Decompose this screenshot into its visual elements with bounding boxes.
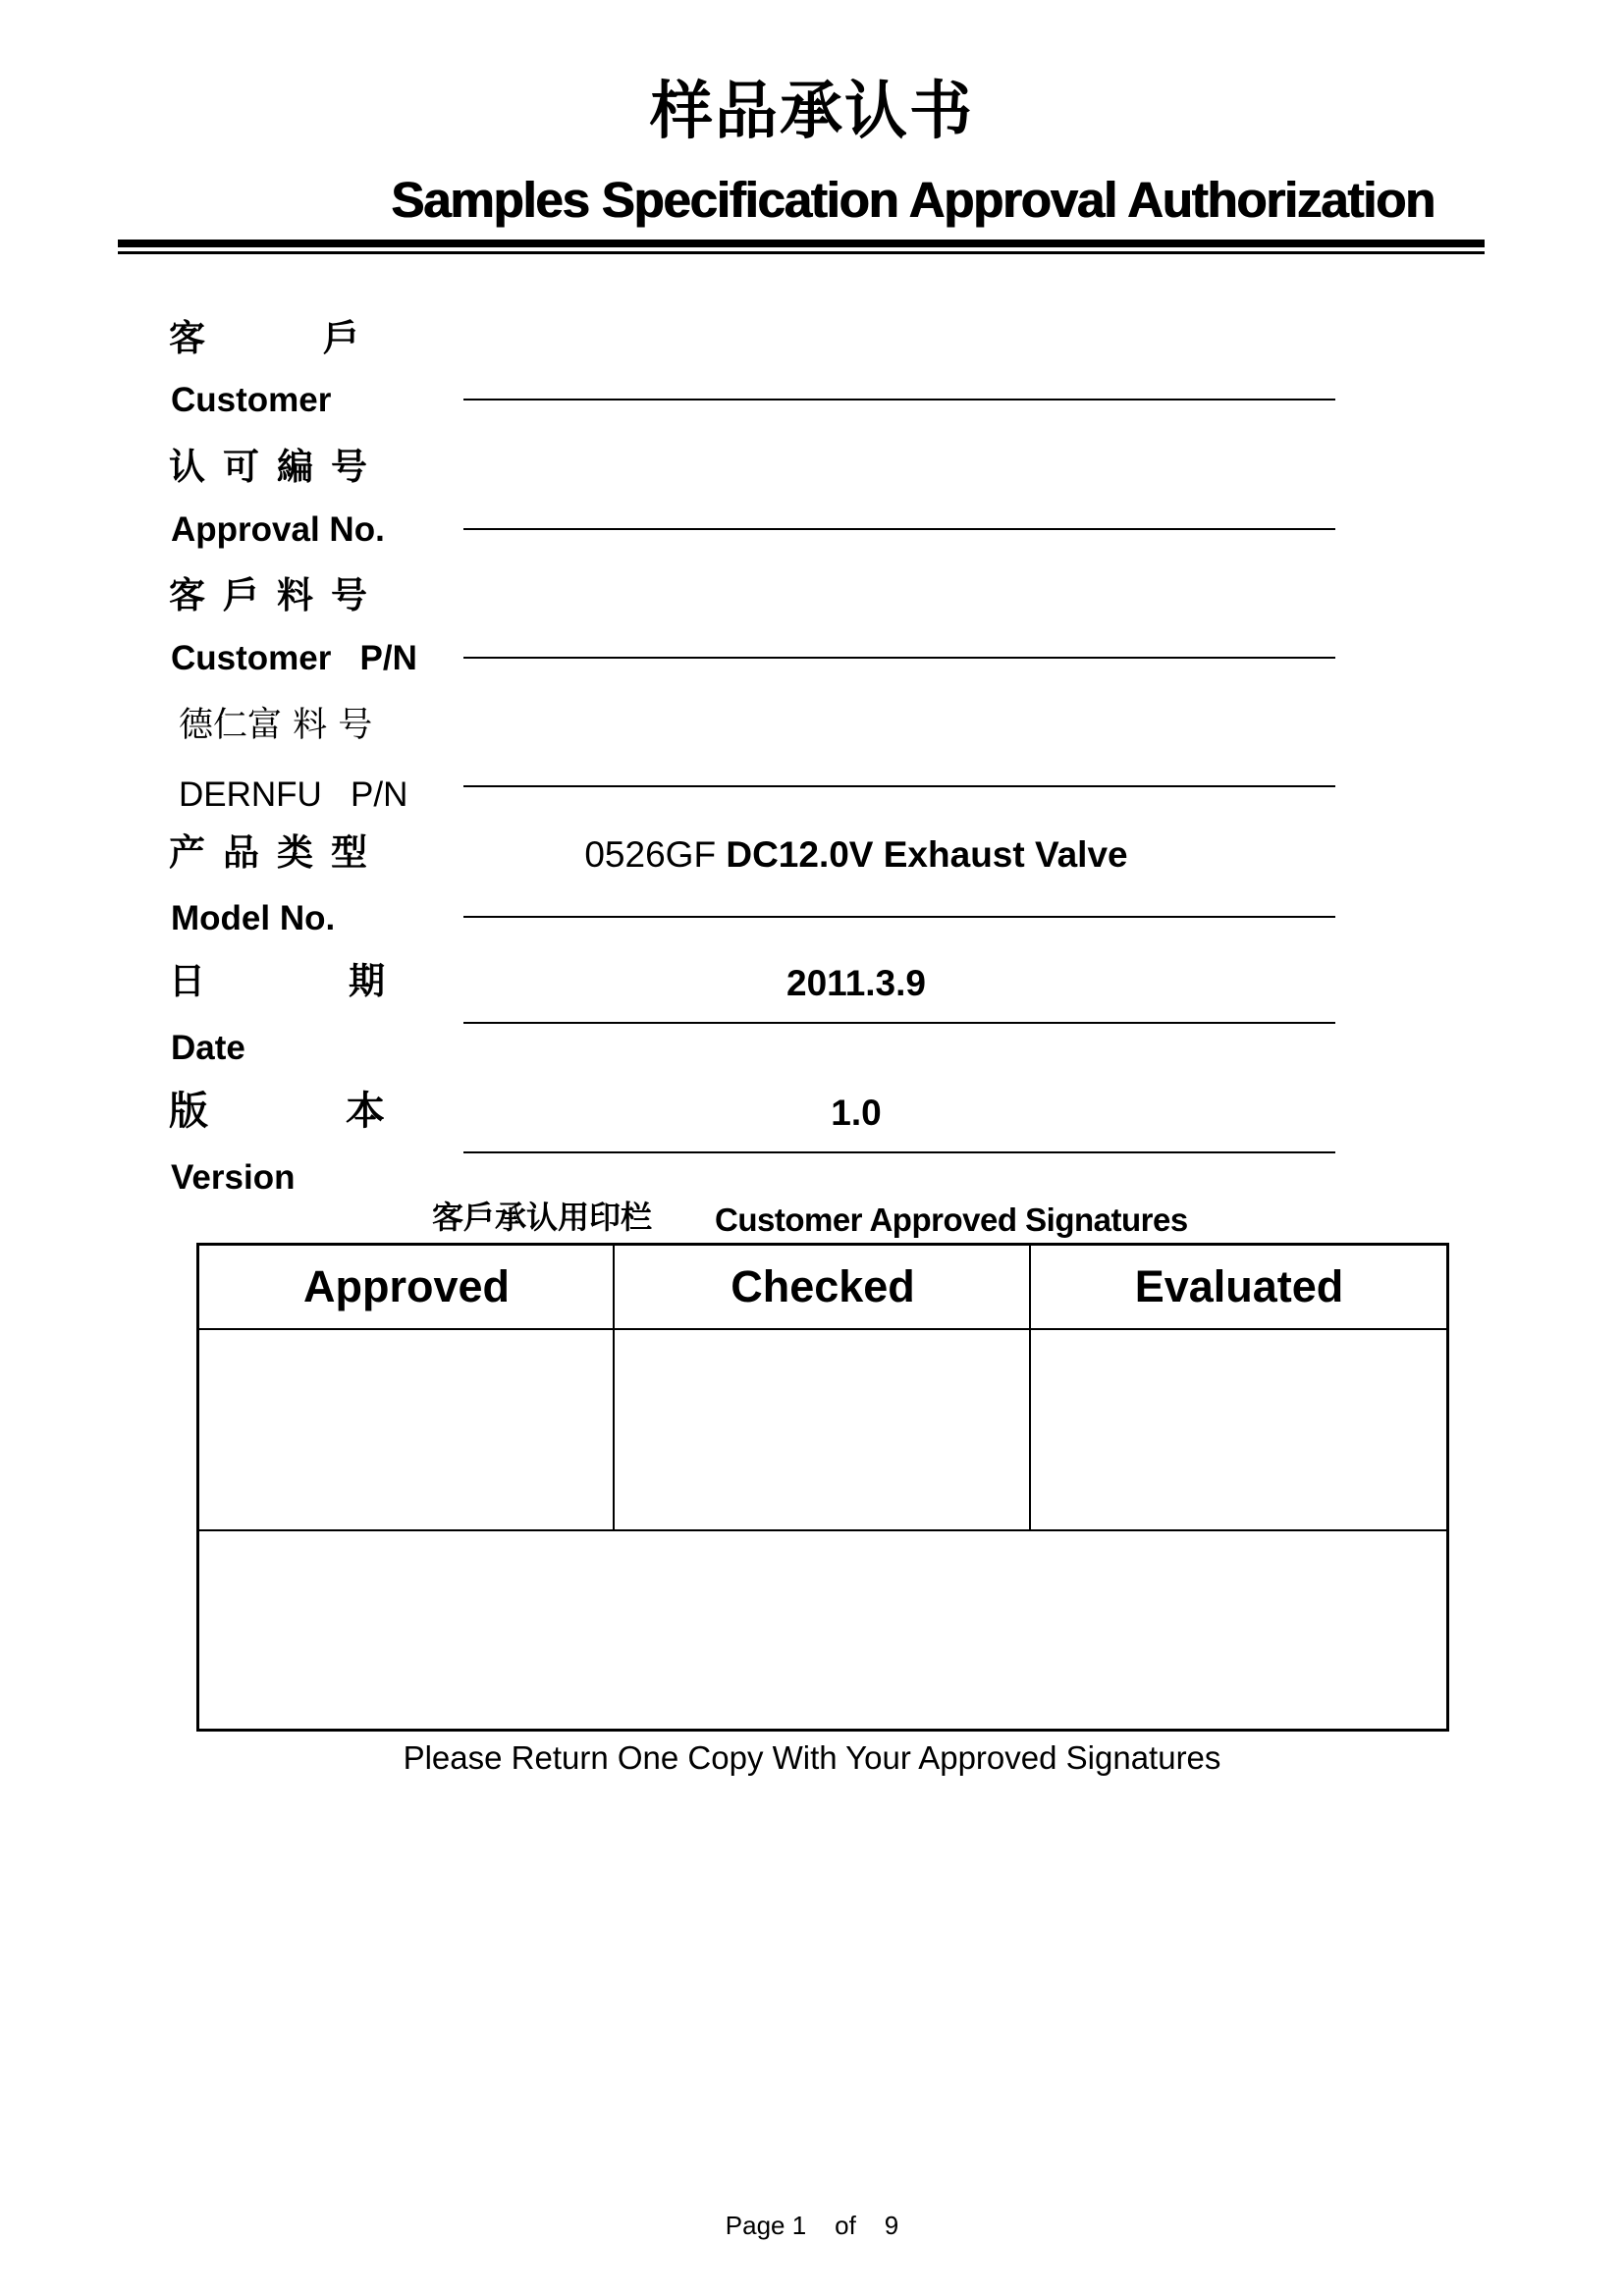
version-field-line[interactable]: [463, 1151, 1335, 1153]
page-title-chinese: 样品承认书: [650, 76, 974, 148]
signature-caption-en: Customer Approved Signatures: [715, 1201, 1188, 1238]
customer-label-cn: 客 戶: [169, 317, 359, 359]
date-label-en: Date: [171, 1029, 245, 1067]
date-value: 2011.3.9: [786, 963, 926, 1003]
customer-field-line[interactable]: [463, 399, 1335, 400]
page-number: Page 1 of 9: [725, 2211, 899, 2240]
signature-cell-approved[interactable]: [200, 1332, 611, 1527]
model-no-field-line[interactable]: [463, 916, 1335, 918]
signature-column-approved: Approved: [302, 1261, 510, 1311]
header-rule-thick: [118, 240, 1485, 247]
signature-cell-evaluated[interactable]: [1033, 1332, 1445, 1527]
signature-column-evaluated: Evaluated: [1134, 1261, 1344, 1311]
approval-no-label-en: Approval No.: [171, 510, 385, 549]
approval-no-field-line[interactable]: [463, 528, 1335, 530]
dernfu-pn-label-cn: 德仁富 料 号: [179, 706, 373, 745]
model-no-label-en: Model No.: [171, 899, 336, 937]
model-no-value: 0526GF DC12.0V Exhaust Valve: [584, 834, 1128, 875]
date-label-cn: 日 期: [169, 960, 385, 1002]
customer-pn-label-en: Customer P/N: [171, 639, 417, 677]
customer-pn-label-cn: 客 戶 料 号: [169, 574, 367, 616]
customer-label-en: Customer: [171, 381, 332, 419]
version-value: 1.0: [831, 1093, 882, 1133]
page-title-english: Samples Specification Approval Authorization: [391, 172, 1435, 228]
signature-header-divider: [198, 1328, 1447, 1330]
date-field-line[interactable]: [463, 1022, 1335, 1024]
return-instruction: Please Return One Copy With Your Approved Signatures: [403, 1739, 1221, 1776]
header-rule-thin: [118, 251, 1485, 254]
signature-column-checked: Checked: [731, 1261, 915, 1311]
customer-pn-field-line[interactable]: [463, 657, 1335, 659]
model-no-label-cn: 产 品 类 型: [169, 831, 367, 874]
signature-row-divider: [198, 1529, 1447, 1531]
signature-comments-area[interactable]: [200, 1533, 1445, 1728]
version-label-en: Version: [171, 1158, 296, 1197]
dernfu-pn-field-line[interactable]: [463, 785, 1335, 787]
signature-cell-checked[interactable]: [617, 1332, 1027, 1527]
version-label-cn: 版 本: [169, 1089, 385, 1134]
signature-caption-cn: 客戶承认用印栏: [432, 1199, 653, 1236]
dernfu-pn-label-en: DERNFU P/N: [179, 775, 408, 814]
approval-no-label-cn: 认 可 編 号: [169, 446, 367, 488]
